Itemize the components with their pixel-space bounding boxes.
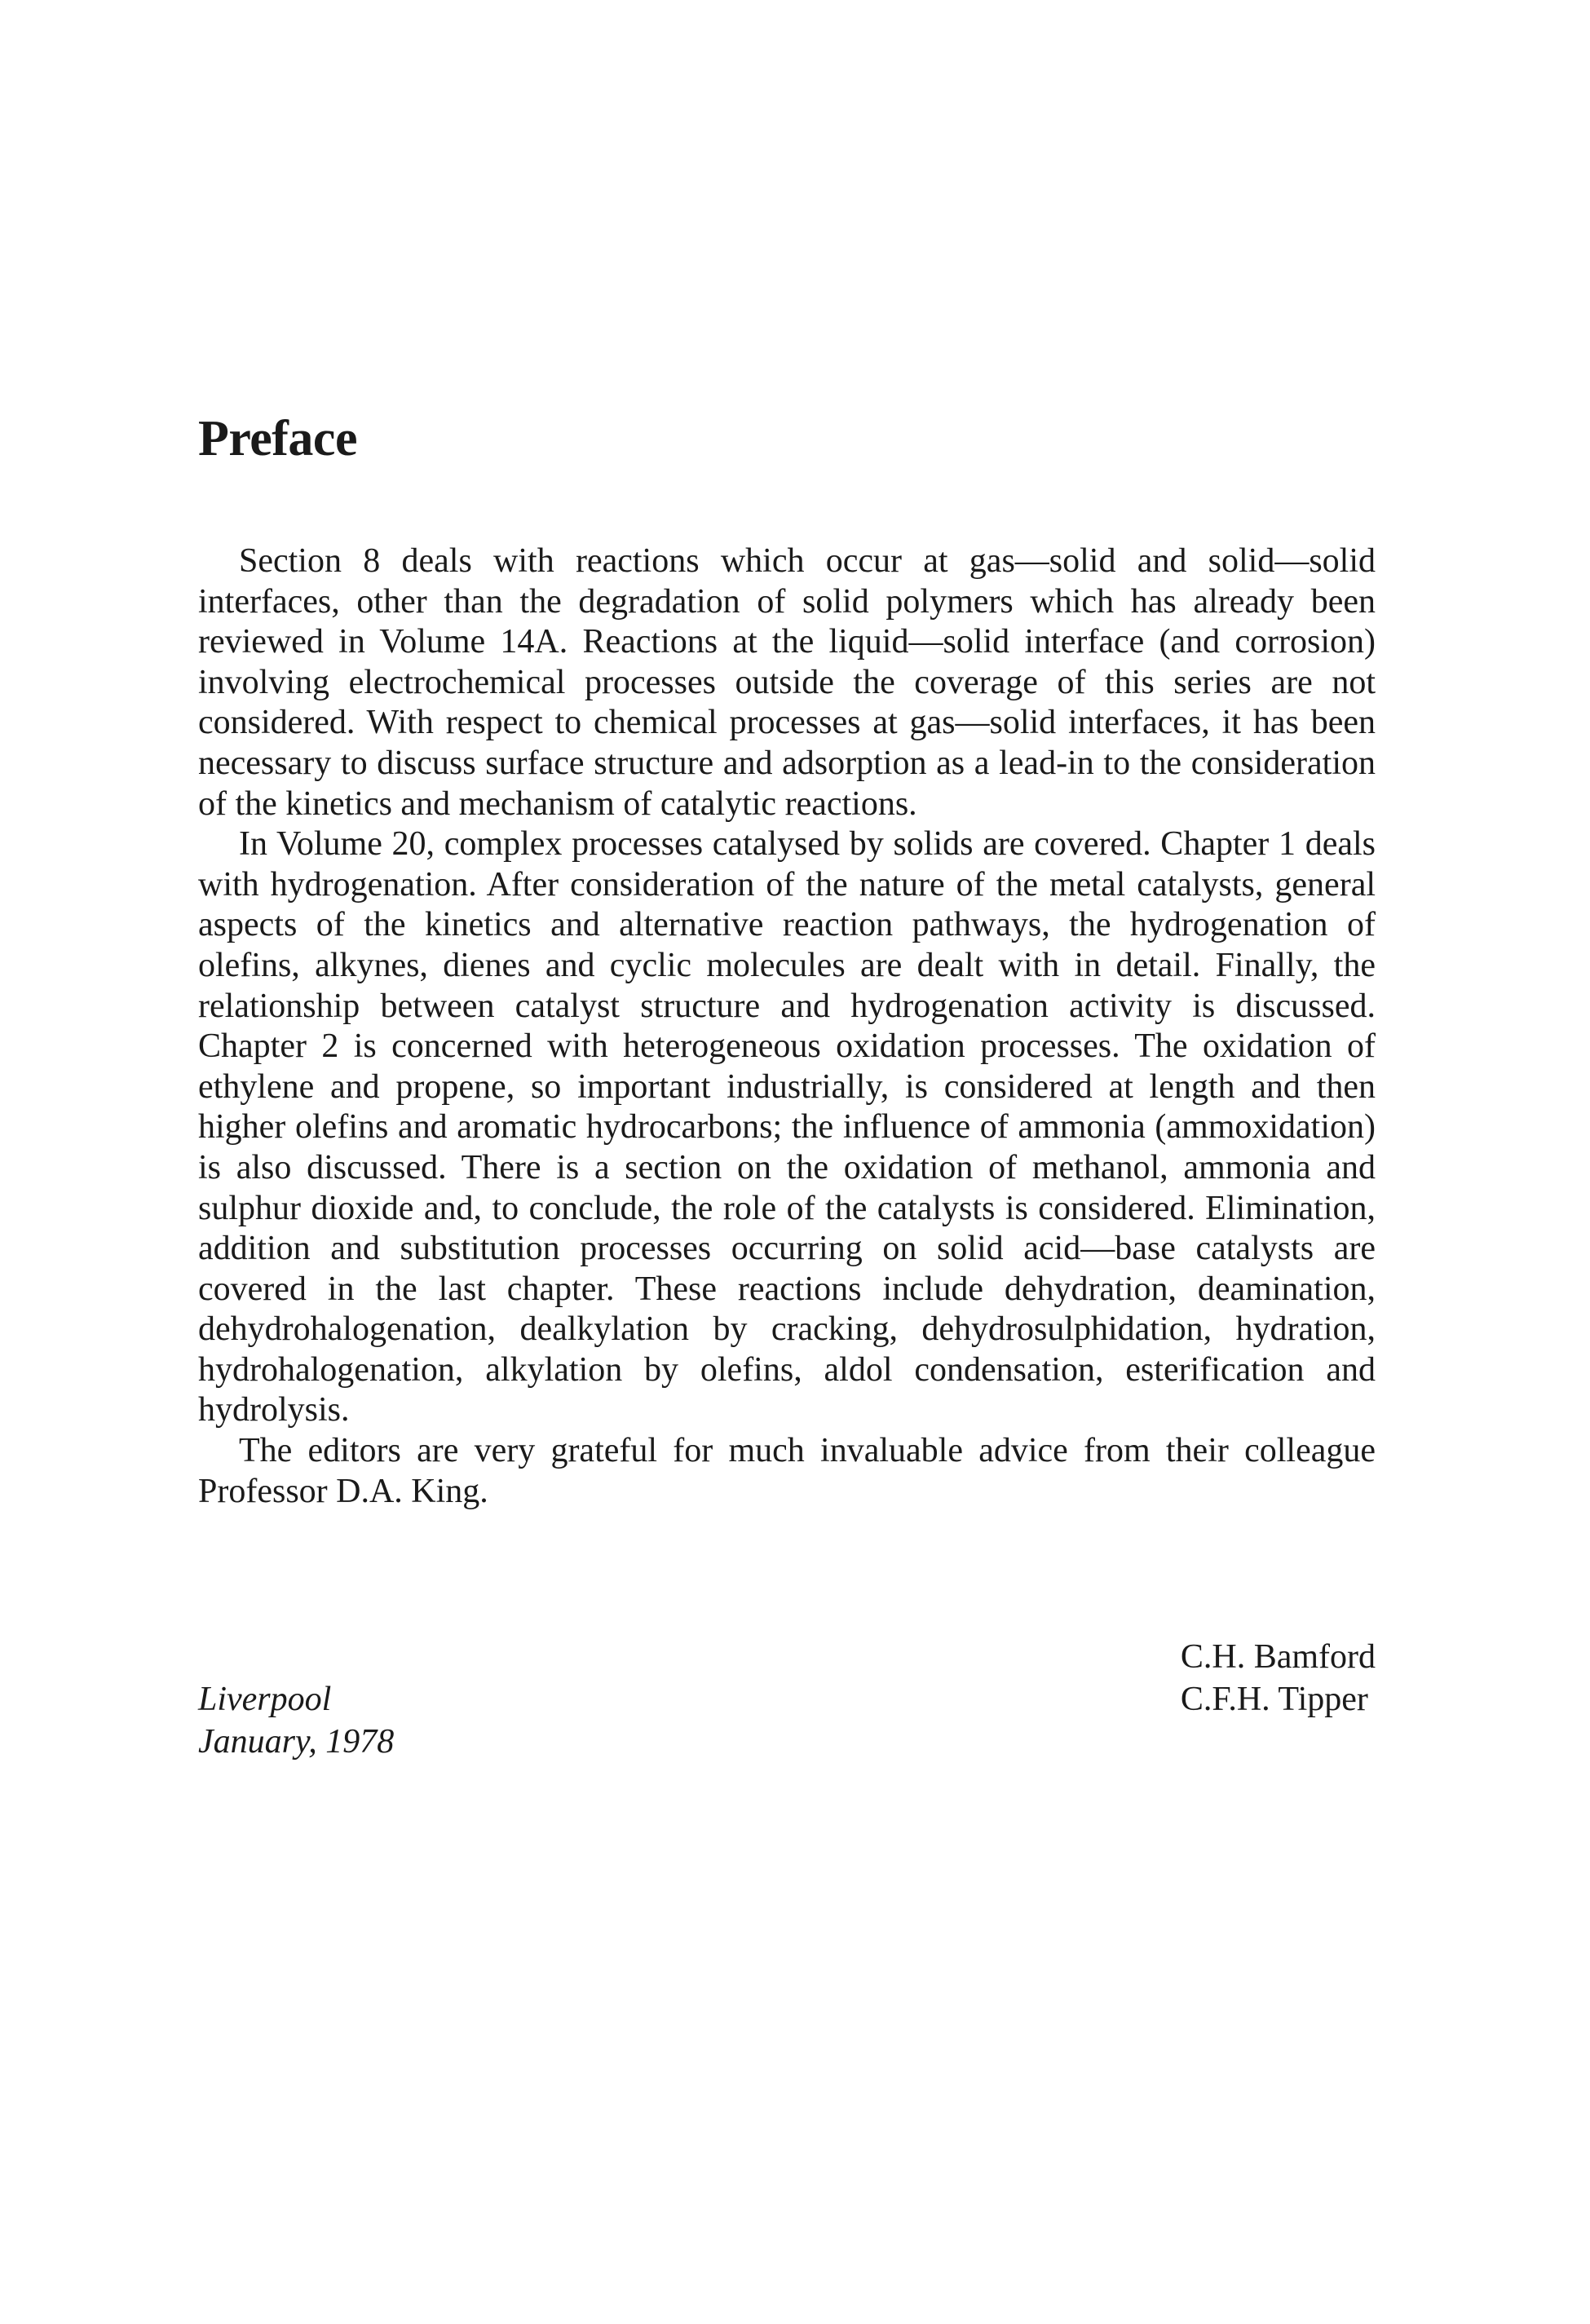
page-title: Preface: [198, 411, 357, 466]
paragraph: In Volume 20, complex processes catalysed by solids are covered. Chapter 1 deals with hydrogenation. After consideration of the nature of the metal catalysts, general aspects of the kinetics and alternative reaction pathways, the hydrogenation of olefins, alkynes, dienes and cyclic molecules are dealt with in detail. Finally, the relationship between catalyst structure and hydrogenation activity is discussed. Chapter 2 is concerned with heterogeneous oxidation processes. The oxidation of ethylene and propene, so important industrially, is considered at length and then higher olefins and aromatic hydrocarbons; the influence of ammonia (ammoxidation) is also discussed. There is a section on the oxidation of methanol, ammonia and sulphur dioxide and, to conclude, the role of the catalysts is considered. Elimination, addition and substitution processes occurring on solid acid—base catalysts are covered in the last chapter. These reactions include dehydration, deamination, dehydrohalogenation, dealkylation by cracking, dehydrosulphidation, hydration, hydrohalogenation, alkylation by olefins, aldol condensation, esterification and hydrolysis.: [198, 825, 1376, 1429]
date: January, 1978: [198, 1723, 395, 1761]
place: Liverpool: [198, 1681, 332, 1718]
paragraph: The editors are very grateful for much invaluable advice from their colleague Professor D.A. King.: [198, 1432, 1376, 1510]
paragraph: Section 8 deals with reactions which occur at gas—solid and solid—solid interfaces, other than the degradation of solid polymers which has already been reviewed in Volume 14A. Reactions at the liquid—solid interface (and corrosion) involving electrochemical processes outside the coverage of this series are not considered. With respect to chemical processes at gas—solid interfaces, it has been necessary to discuss surface structure and adsorption as a lead-in to the consideration of the kinetics and mechanism of catalytic reactions.: [198, 542, 1376, 823]
editor-name: C.F.H. Tipper: [1180, 1681, 1368, 1718]
preface-body: [198, 541, 1376, 1512]
editor-name: C.H. Bamford: [1180, 1638, 1376, 1676]
editors-block: [1181, 1636, 1376, 1721]
place-date-block: [198, 1678, 394, 1763]
